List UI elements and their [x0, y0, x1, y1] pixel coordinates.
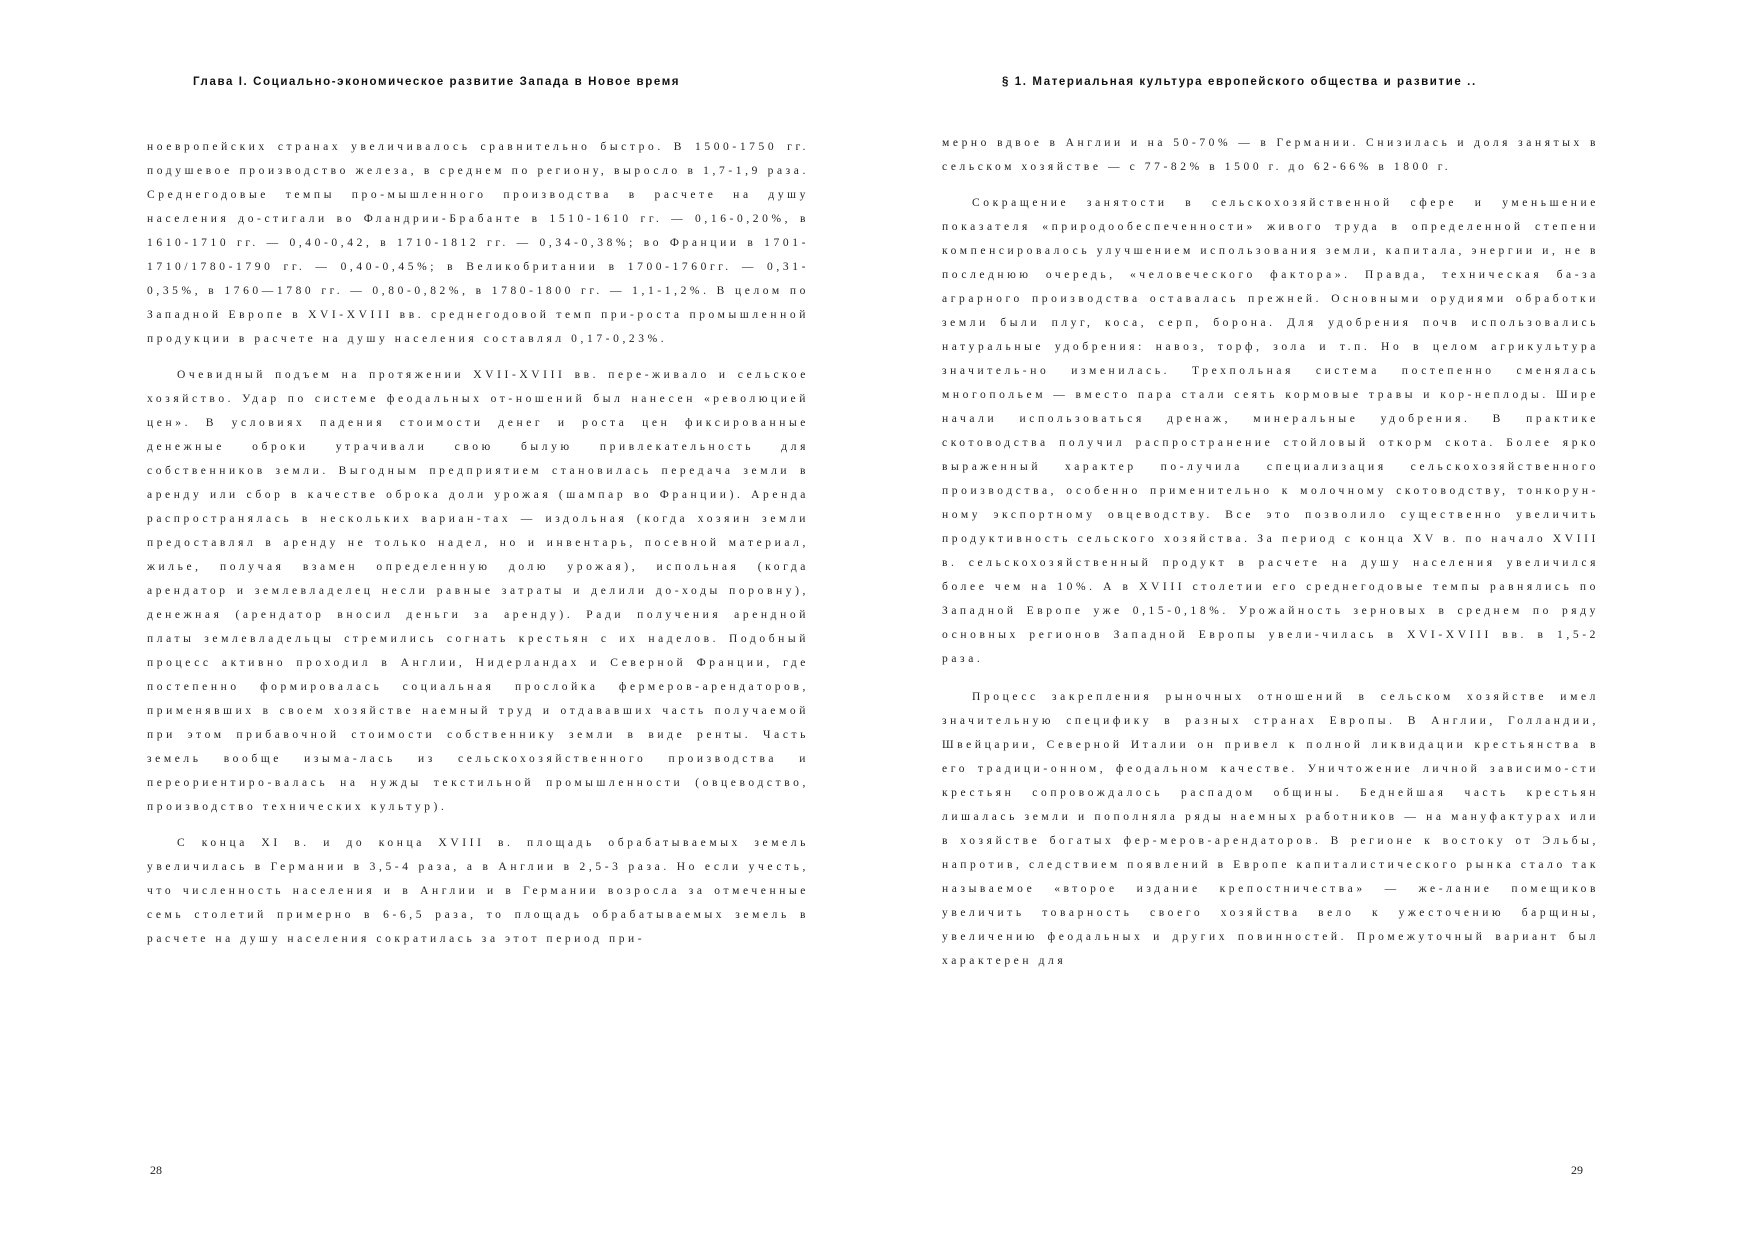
paragraph: Процесс закрепления рыночных отношений в сельском хозяйстве имел значительную специфику в разных странах Европы. В Англии, Голландии, Швейцарии, Северной Италии он привел к полной ликвидации крестьянства в его традици-онном, феодальном качестве. Уничтожение личной зависимо-сти крестьян сопровождалось распадом общины. Беднейшая часть крестьян лишалась земли и пополняла ряды наемных работников — на мануфактурах или в хозяйстве богатых фер-меров-арендаторов. В регионе к востоку от Эльбы, напротив, следствием появлений в Европе капиталистического рынка стало так называемое «второе издание крепостничества» — же-лание помещиков увеличить товарность своего хозяйства вело к ужесточению барщины, увеличению феодальных и других повинностей. Промежуточный вариант был характерен для — [942, 691, 1599, 967]
page-number: 28 — [150, 1163, 162, 1177]
paragraph: ноевропейских странах увеличивалось сравнительно быстро. В 1500-1750 гг. подушевое производство железа, в среднем по региону, выросло в 1,7-1,9 раза. Среднегодовые темпы про-мышленного производства в расчете на душу населения до-стигали во Фландрии-Брабанте в 1510-1610 гг. — 0,16-0,20%, в 1610-1710 гг. — 0,40-0,42, в 1710-1812 гг. — 0,34-0,38%; во Франции в 1701-1710/1780-1790 гг. — 0,40-0,45%; в Великобритании в 1700-1760гг. — 0,31-0,35%, в 1760—1780 гг. — 0,80-0,82%, в 1780-1800 гг. — 1,1-1,2%. В целом по Западной Европе в XVI-XVIII вв. среднегодовой темп при-роста промышленной продукции в расчете на душу населения составлял 0,17-0,23%. — [147, 141, 809, 345]
running-header: § 1. Материальная культура европейского общества и развитие .. — [1002, 76, 1477, 88]
running-header: Глава I. Социально-экономическое развитие Запада в Новое время — [193, 76, 681, 88]
right-page — [877, 0, 1754, 1239]
page-number: 29 — [1571, 1163, 1583, 1177]
page-body — [942, 131, 1599, 973]
paragraph: Очевидный подъем на протяжении XVII-XVIII вв. пере-живало и сельское хозяйство. Удар по системе феодальных от-ношений был нанесен «революцией цен». В условиях падения стоимости денег и роста цен фиксированные денежные оброки утрачивали свою былую привлекательность для собственников земли. Выгодным предприятием становилась передача земли в аренду или сбор в качестве оброка доли урожая (шампар во Франции). Аренда распространялась в нескольких вариан-тах — издольная (когда хозяин земли предоставлял в аренду не только надел, но и инвентарь, посевной материал, жилье, получая взамен определенную долю урожая), испольная (когда арендатор и землевладелец несли равные затраты и делили до-ходы поровну), денежная (арендатор вносил деньги за аренду). Ради получения арендной платы землевладельцы стремились согнать крестьян с их наделов. Подобный процесс активно проходил в Англии, Нидерландах и Северной Франции, где постепенно формировалась социальная прослойка фермеров-арендаторов, применявших в своем хозяйстве наемный труд и отдававших часть получаемой при этом прибавочной стоимости собственнику земли в виде ренты. Часть земель вообще изыма-лась из сельскохозяйственного производства и переориентиро-валась на нужды текстильной промышленности (овцеводство, производство технических культур). — [147, 369, 809, 813]
paragraph: С конца XI в. и до конца XVIII в. площадь обрабатываемых земель увеличилась в Германии в 3,5-4 раза, а в Англии в 2,5-3 раза. Но если учесть, что численность населения и в Англии и в Германии возросла за отмеченные семь столетий примерно в 6-6,5 раза, то площадь обрабатываемых земель в расчете на душу населения сократилась за этот период при- — [147, 837, 809, 945]
paragraph: мерно вдвое в Англии и на 50-70% — в Германии. Снизилась и доля занятых в сельском хозяйстве — с 77-82% в 1500 г. до 62-66% в 1800 г. — [942, 137, 1599, 173]
paragraph: Сокращение занятости в сельскохозяйственной сфере и уменьшение показателя «природообеспеченности» живого труда в определенной степени компенсировалось улучшением использования земли, капитала, энергии и, не в последнюю очередь, «человеческого фактора». Правда, техническая ба-за аграрного производства оставалась прежней. Основными орудиями обработки земли были плуг, коса, серп, борона. Для удобрения почв использовались натуральные удобрения: навоз, торф, зола и т.п. Но в целом агрикультура значитель-но изменилась. Трехпольная система постепенно сменялась многопольем — вместо пара стали сеять кормовые травы и кор-неплоды. Шире начали использоваться дренаж, минеральные удобрения. В практике скотоводства получил распространение стойловый откорм скота. Более ярко выраженный характер по-лучила специализация сельскохозяйственного производства, особенно применительно к молочному скотоводству, тонкорун-ному экспортному овцеводству. Все это позволило существенно увеличить продуктивность сельского хозяйства. За период с конца XV в. по начало XVIII в. сельскохозяйственный продукт в расчете на душу населения увеличился более чем на 10%. А в XVIII столетии его среднегодовые темпы равнялись по Западной Европе уже 0,15-0,18%. Урожайность зерновых в среднем по ряду основных регионов Западной Европы увели-чилась в XVI-XVIII вв. в 1,5-2 раза. — [942, 197, 1599, 665]
page-body — [147, 135, 809, 951]
